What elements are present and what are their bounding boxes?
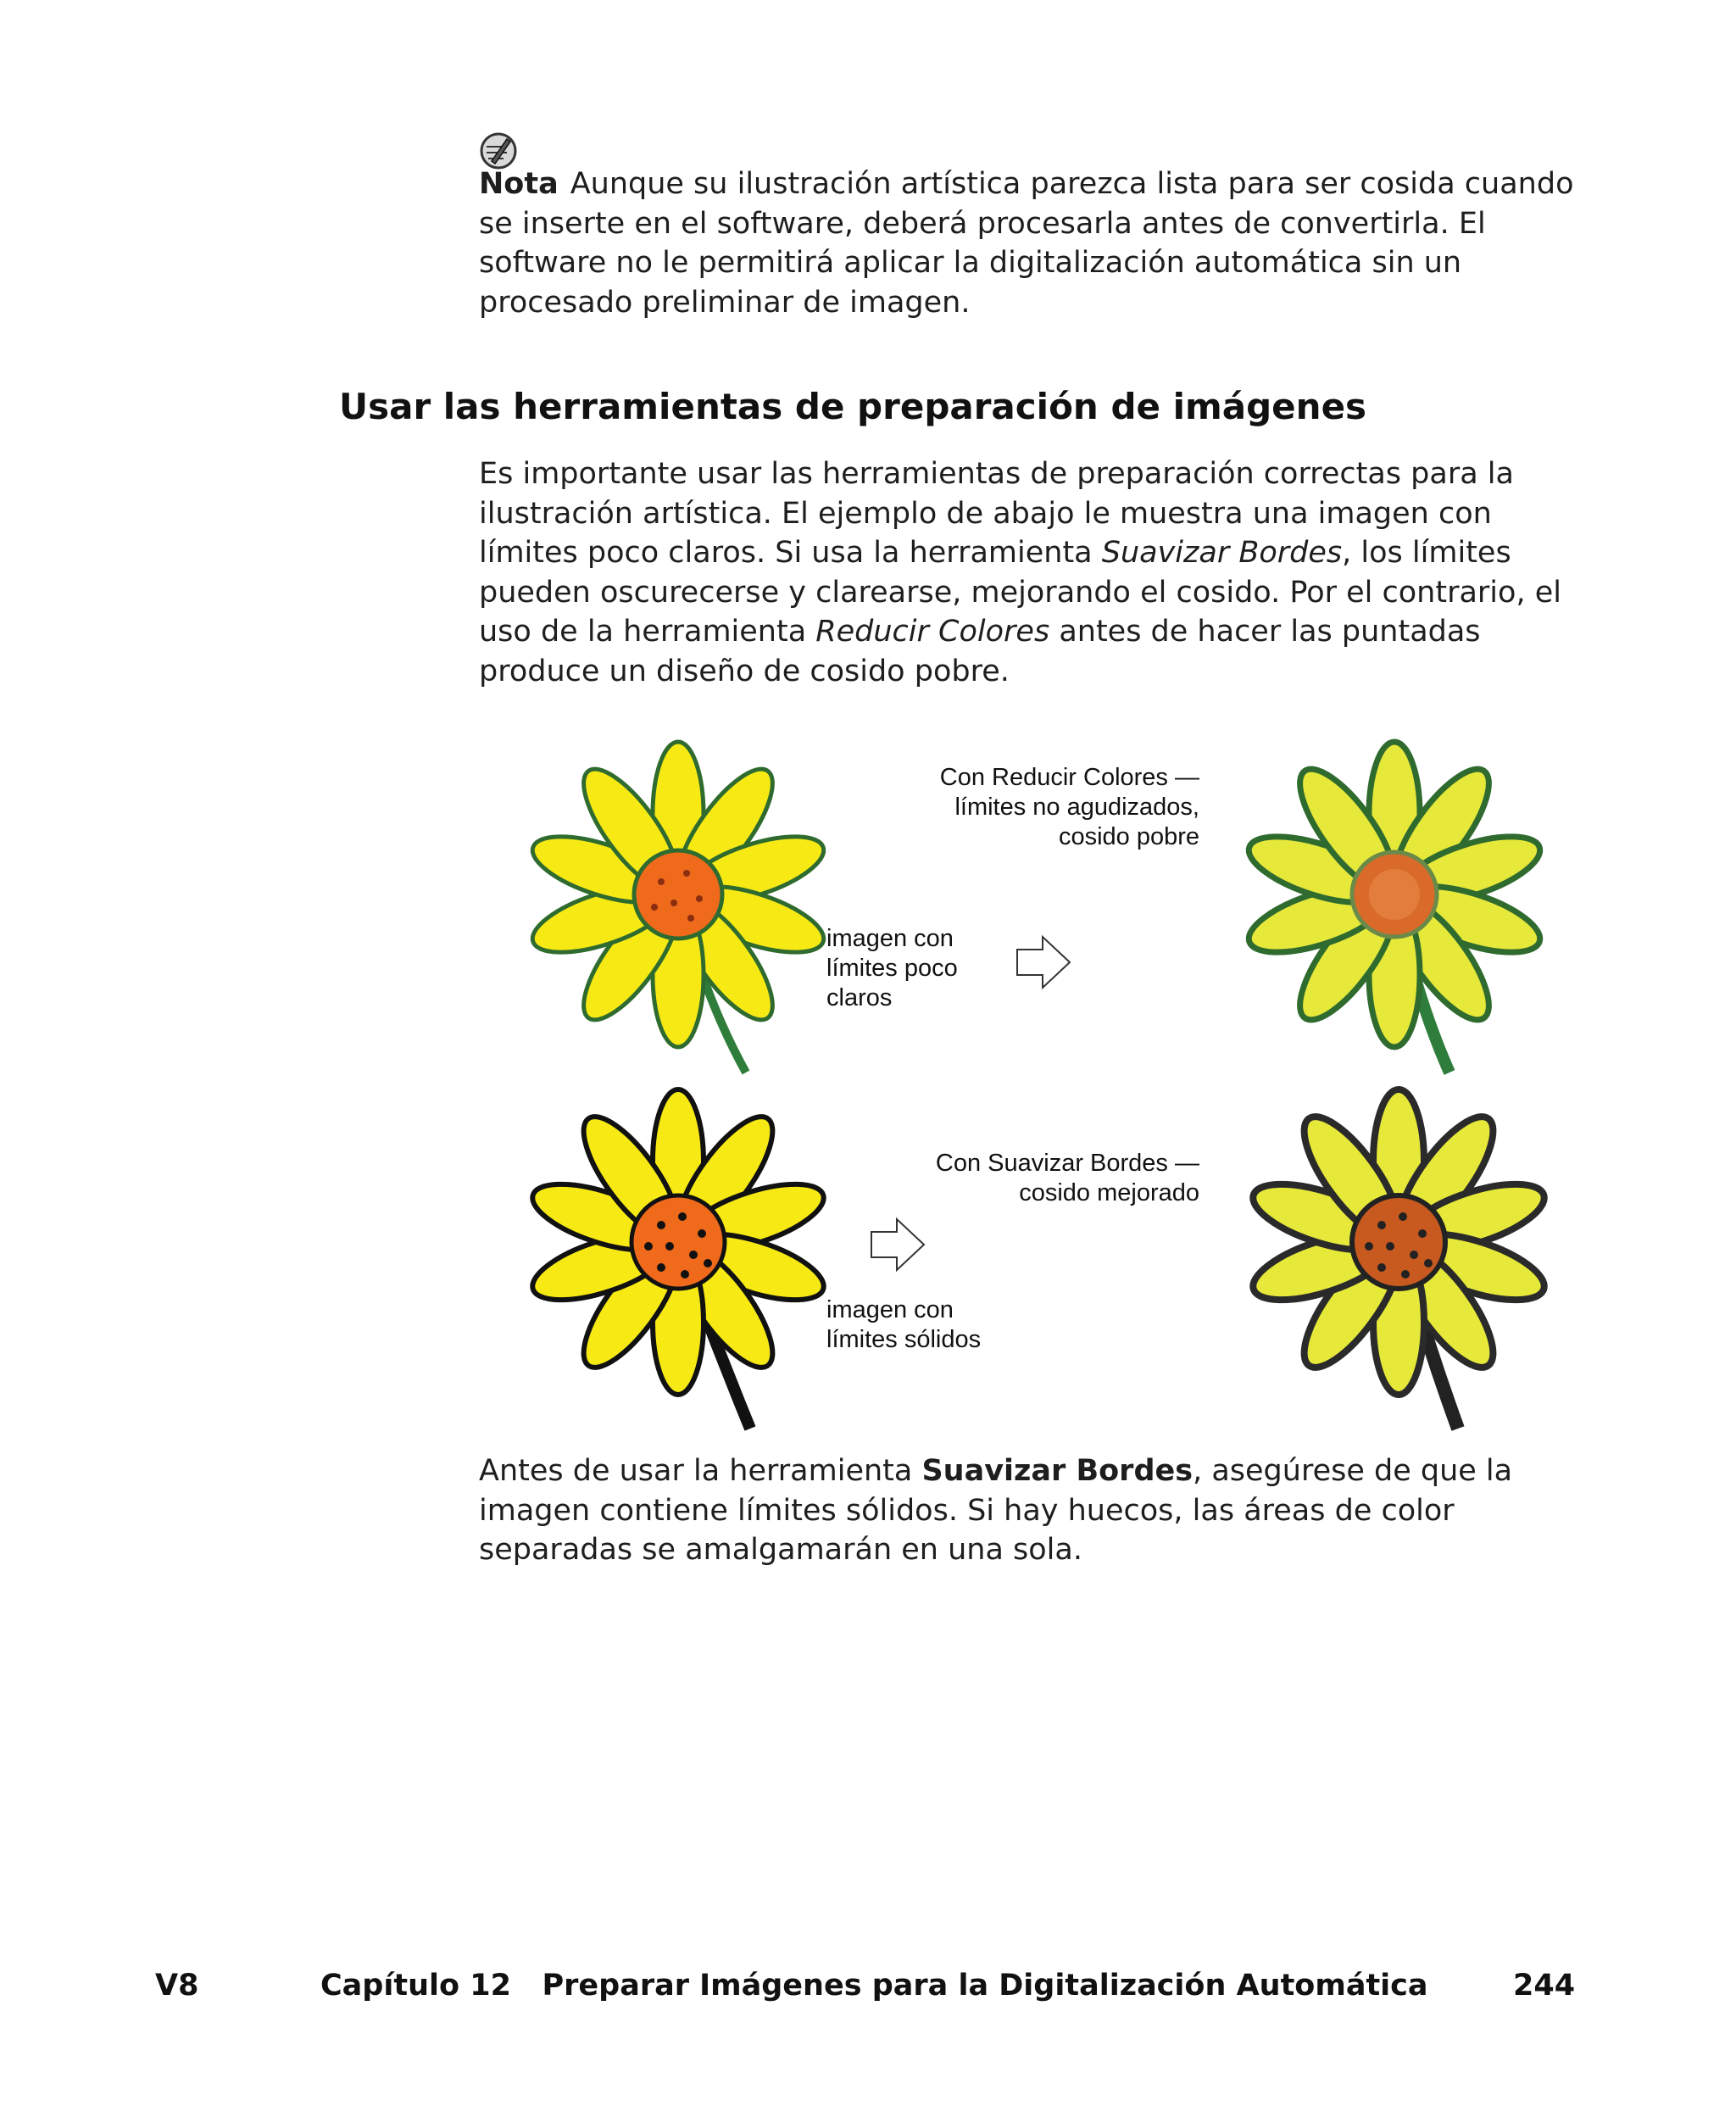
label-unclear-edges: imagen con límites poco claros xyxy=(826,925,958,1011)
para2-tool: Suavizar Bordes xyxy=(921,1454,1194,1488)
para1-text-2: , los límites pueden oscurecerse y clarearse, mejorando el cosido. Por el contrario, el uso de la herramienta xyxy=(479,536,1561,649)
intro-paragraph xyxy=(479,454,1598,691)
label-solid-edges: imagen con límites sólidos xyxy=(826,1296,982,1353)
section-heading: Usar las herramientas de preparación de imágenes xyxy=(339,386,1367,427)
note-block xyxy=(479,164,1598,322)
para1-tool-1: Suavizar Bordes xyxy=(1101,536,1343,570)
arrow-right-icon xyxy=(1017,937,1070,988)
flower-reduce-colors-result xyxy=(1242,742,1548,1072)
flower-unclear-edges xyxy=(526,742,832,1072)
label-smooth-edges: Con Suavizar Bordes — cosido mejorado xyxy=(935,1150,1199,1206)
note-label: Nota xyxy=(479,167,559,201)
footer-page-number: 244 xyxy=(1513,1969,1576,2003)
flower-solid-edges xyxy=(526,1089,832,1429)
para2-text-2: , asegúrese de que la imagen contiene límites sólidos. Si hay huecos, las áreas de color separadas se amalgamarán en una sola. xyxy=(479,1454,1513,1567)
note-text: Aunque su ilustración artística parezca lista para ser cosida cuando se inserte en el software, deberá procesarla antes de convertirla. El software no le permitirá aplicar la digitalización automática sin un procesado preliminar de imagen. xyxy=(479,167,1574,320)
footer-chapter: Capítulo 12 Preparar Imágenes para la Digitalización Automática xyxy=(320,1969,1428,2003)
para2-text-1: Antes de usar la herramienta xyxy=(479,1454,922,1488)
flower-smooth-edges-result xyxy=(1246,1089,1552,1429)
arrow-right-icon xyxy=(871,1219,924,1270)
para1-text-3: antes de hacer las puntadas produce un diseño de cosido pobre. xyxy=(479,615,1481,688)
para1-text-1: Es importante usar las herramientas de preparación correctas para la ilustración artística. El ejemplo de abajo le muestra una imagen con límites poco claros. Si usa la herramienta xyxy=(479,457,1514,570)
flower-comparison-figure xyxy=(509,725,1611,1437)
footer-version: V8 xyxy=(155,1969,199,2003)
smooth-edges-paragraph xyxy=(479,1451,1598,1570)
para1-tool-2: Reducir Colores xyxy=(815,615,1050,649)
label-reduce-colors: Con Reducir Colores — límites no agudizados, cosido pobre xyxy=(939,764,1199,850)
